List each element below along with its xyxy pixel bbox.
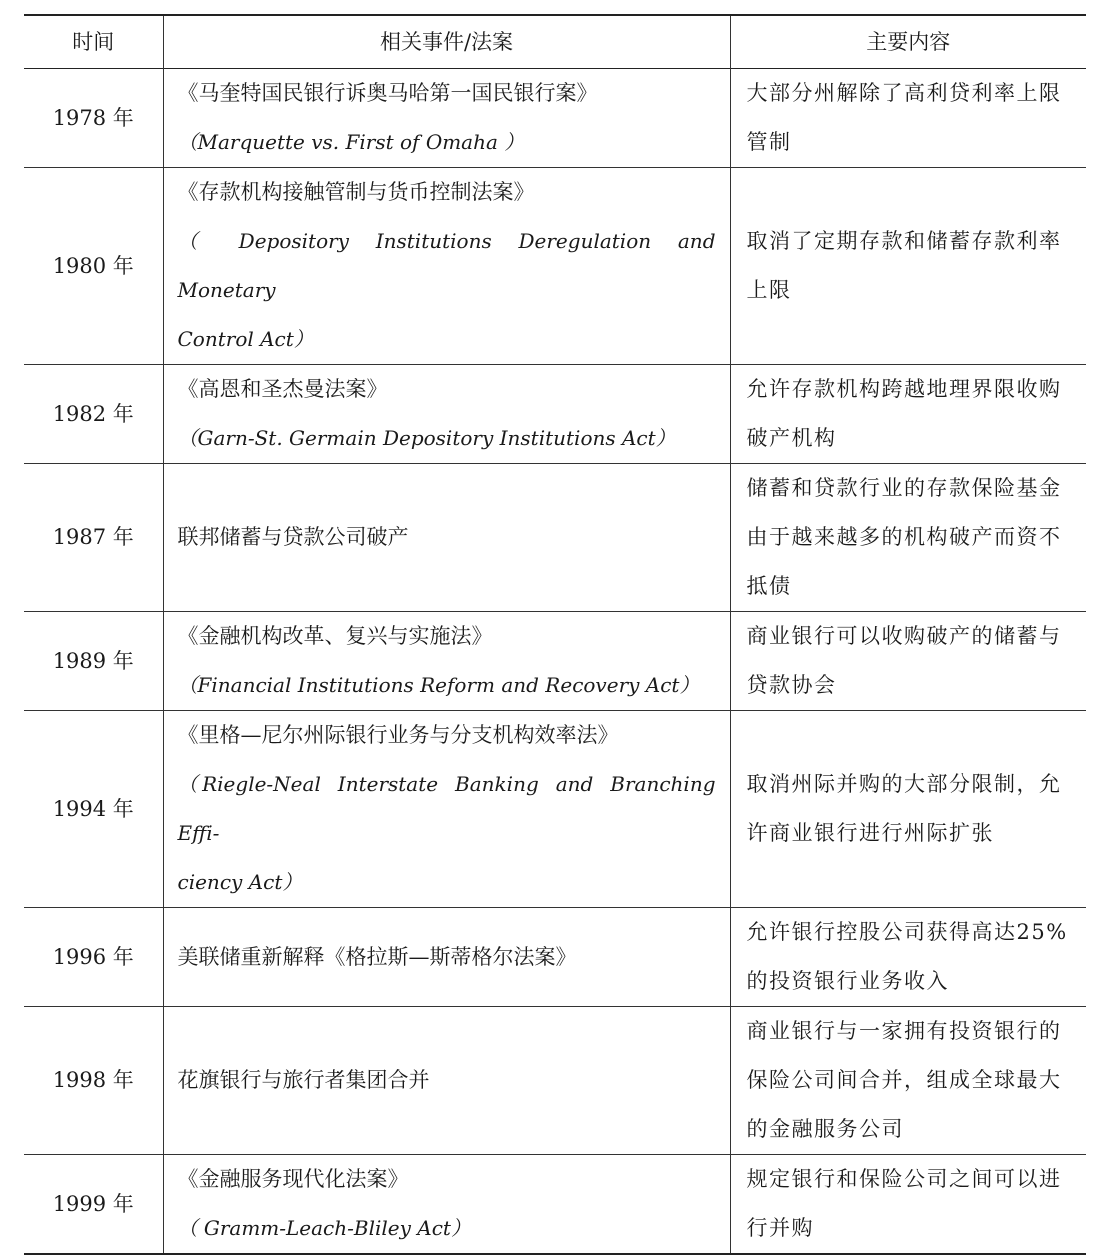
event-english: （ Gramm-Leach-Bliley Act） xyxy=(177,1216,471,1240)
event-cell xyxy=(163,1155,730,1255)
event-english: （Garn-St. Germain Depository Institutions Act） xyxy=(177,426,676,450)
content-cell: 允许存款机构跨越地理界限收购破产机构 xyxy=(746,377,1062,450)
year-cell: 1989 年 xyxy=(52,648,134,673)
table-row xyxy=(24,1155,1086,1255)
event-title: 美联储重新解释《格拉斯—斯蒂格尔法案》 xyxy=(177,944,577,969)
content-cell: 取消州际并购的大部分限制，允许商业银行进行州际扩张 xyxy=(746,772,1062,845)
event-cell xyxy=(163,1007,730,1155)
year-cell: 1982 年 xyxy=(52,401,134,426)
event-cell xyxy=(163,365,730,464)
event-english-cont: ciency Act） xyxy=(177,870,303,894)
content-cell: 取消了定期存款和储蓄存款利率上限 xyxy=(746,229,1062,302)
header-row xyxy=(24,15,1086,69)
year-cell: 1994 年 xyxy=(52,796,134,821)
year-cell: 1978 年 xyxy=(52,105,134,130)
year-cell: 1999 年 xyxy=(52,1191,134,1216)
content-cell: 大部分州解除了高利贷利率上限管制 xyxy=(746,81,1062,154)
event-cell xyxy=(163,908,730,1007)
event-cell xyxy=(163,168,730,365)
table-row xyxy=(24,1007,1086,1155)
table-row xyxy=(24,168,1086,365)
event-title: 《高恩和圣杰曼法案》 xyxy=(177,377,388,401)
content-cell: 储蓄和贷款行业的存款保险基金由于越来越多的机构破产而资不抵债 xyxy=(746,476,1062,598)
event-cell xyxy=(163,711,730,908)
content-cell: 商业银行可以收购破产的储蓄与贷款协会 xyxy=(746,624,1062,697)
event-title: 《里格—尼尔州际银行业务与分支机构效率法》 xyxy=(177,723,619,747)
event-title: 联邦储蓄与贷款公司破产 xyxy=(177,525,409,549)
event-title: 花旗银行与旅行者集团合并 xyxy=(177,1068,430,1092)
table-row xyxy=(24,612,1086,711)
year-cell: 1998 年 xyxy=(52,1068,134,1092)
year-cell: 1980 年 xyxy=(52,253,134,278)
event-english: （Financial Institutions Reform and Recovery Act） xyxy=(177,673,700,697)
event-english: （ Depository Institutions Deregulation and Monetary xyxy=(177,229,716,302)
table-row xyxy=(24,69,1086,168)
regulation-table xyxy=(24,14,1086,1255)
content-cell: 允许银行控股公司获得高达25%的投资银行业务收入 xyxy=(746,920,1068,993)
event-title: 《金融服务现代化法案》 xyxy=(177,1167,409,1191)
header-content: 主要内容 xyxy=(866,29,951,54)
table-row xyxy=(24,711,1086,908)
table-row xyxy=(24,365,1086,464)
header-event: 相关事件/法案 xyxy=(163,15,730,69)
event-cell xyxy=(163,464,730,612)
event-english: （Riegle-Neal Interstate Banking and Branching Effi- xyxy=(177,772,716,845)
event-cell xyxy=(163,612,730,711)
table-row xyxy=(24,908,1086,1007)
content-cell: 商业银行与一家拥有投资银行的保险公司间合并，组成全球最大的金融服务公司 xyxy=(746,1019,1062,1141)
event-cell xyxy=(163,69,730,168)
event-title: 《马奎特国民银行诉奥马哈第一国民银行案》 xyxy=(177,81,598,105)
event-english-cont: Control Act） xyxy=(177,327,314,351)
year-cell: 1987 年 xyxy=(52,525,134,549)
header-time: 时间 xyxy=(72,29,115,54)
event-english: （Marquette vs. First of Omaha ） xyxy=(177,130,525,154)
year-cell: 1996 年 xyxy=(52,944,134,969)
table-row xyxy=(24,464,1086,612)
content-cell: 规定银行和保险公司之间可以进行并购 xyxy=(746,1167,1062,1240)
event-title: 《金融机构改革、复兴与实施法》 xyxy=(177,624,493,648)
event-title: 《存款机构接触管制与货币控制法案》 xyxy=(177,180,535,204)
